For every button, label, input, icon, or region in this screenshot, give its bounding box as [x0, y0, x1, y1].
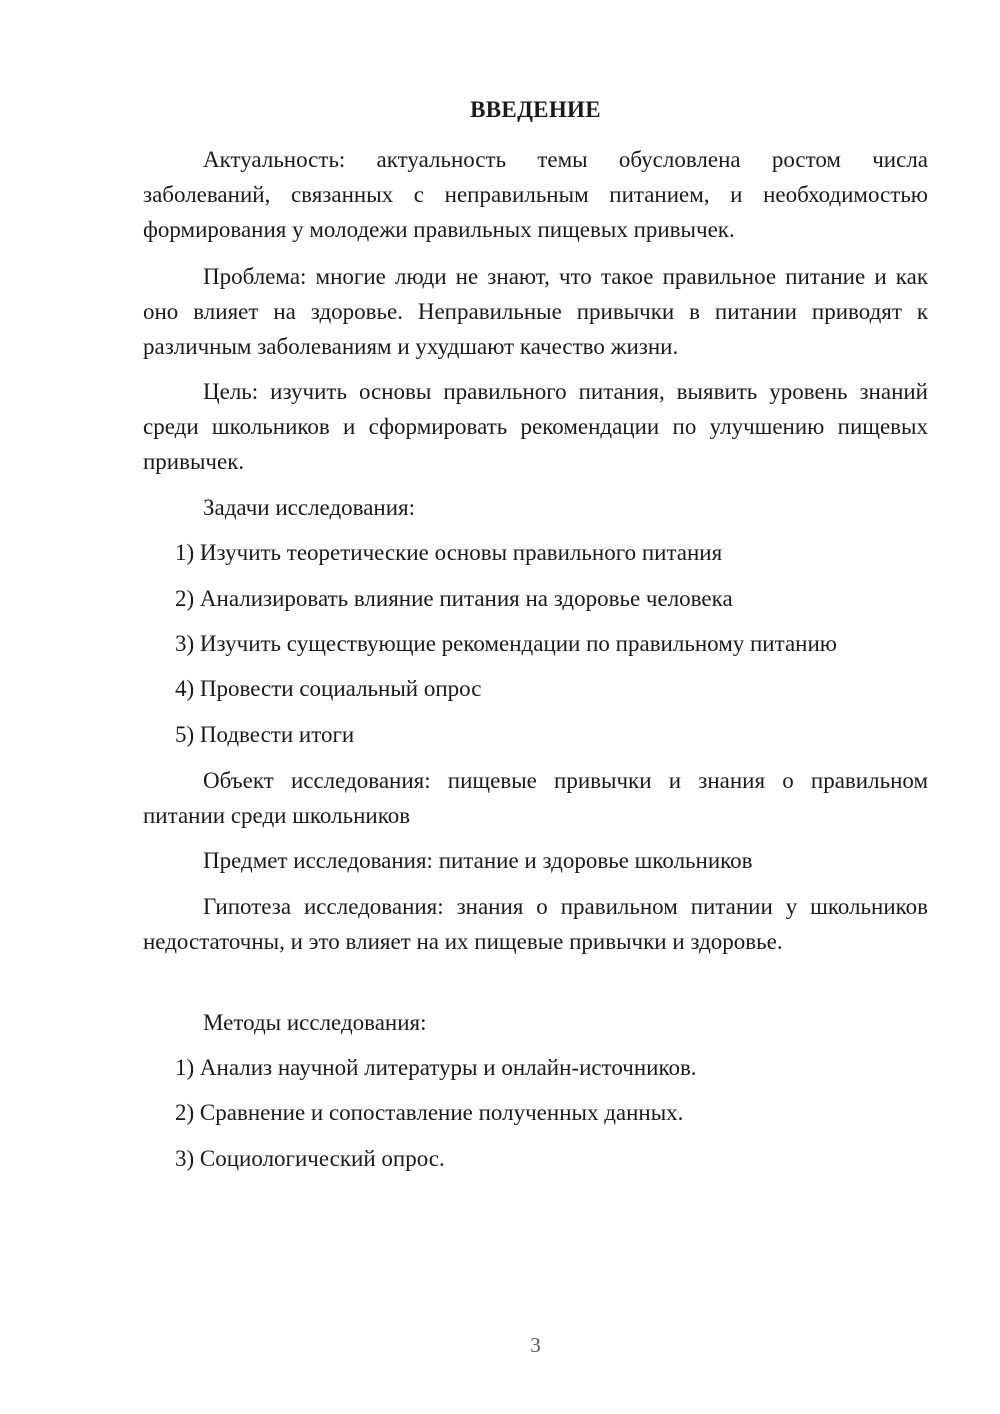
methods-heading: Методы исследования:: [203, 1010, 427, 1035]
paragraph-relevance: Актуальность: актуальность темы обусловлена ростом числа заболеваний, связанных с неправильным питанием, и необходимостью формирования у молодежи правильных пищевых привычек.: [143, 147, 928, 242]
page-number: 3: [530, 1333, 541, 1357]
list-item-method-2: 2) Сравнение и сопоставление полученных данных.: [175, 1100, 684, 1125]
paragraph-problem: Проблема: многие люди не знают, что такое правильное питание и как оно влияет на здоровье. Неправильные привычки в питании приводят к различным заболеваниям и ухудшают качество жизни.: [143, 264, 928, 359]
page-title: ВВЕДЕНИЕ: [470, 97, 601, 122]
paragraph-subject: Предмет исследования: питание и здоровье школьников: [203, 848, 753, 873]
paragraph-object: Объект исследования: пищевые привычки и знания о правильном питании среди школьников: [143, 768, 928, 828]
list-item-method-3: 3) Социологический опрос.: [175, 1146, 445, 1171]
list-item-task-4: 4) Провести социальный опрос: [175, 676, 482, 701]
list-item-method-1: 1) Анализ научной литературы и онлайн-источников.: [175, 1055, 697, 1080]
document-page: [143, 0, 928, 1414]
list-item-task-2: 2) Анализировать влияние питания на здоровье человека: [175, 586, 733, 611]
list-item-task-3: 3) Изучить существующие рекомендации по правильному питанию: [175, 631, 837, 656]
list-item-task-5: 5) Подвести итоги: [175, 722, 355, 747]
list-item-task-1: 1) Изучить теоретические основы правильного питания: [175, 540, 723, 565]
paragraph-goal: Цель: изучить основы правильного питания, выявить уровень знаний среди школьников и сформировать рекомендации по улучшению пищевых привычек.: [143, 379, 928, 474]
paragraph-hypothesis: Гипотеза исследования: знания о правильном питании у школьников недостаточны, и это влияет на их пищевые привычки и здоровье.: [143, 894, 928, 954]
tasks-heading: Задачи исследования:: [203, 495, 416, 520]
